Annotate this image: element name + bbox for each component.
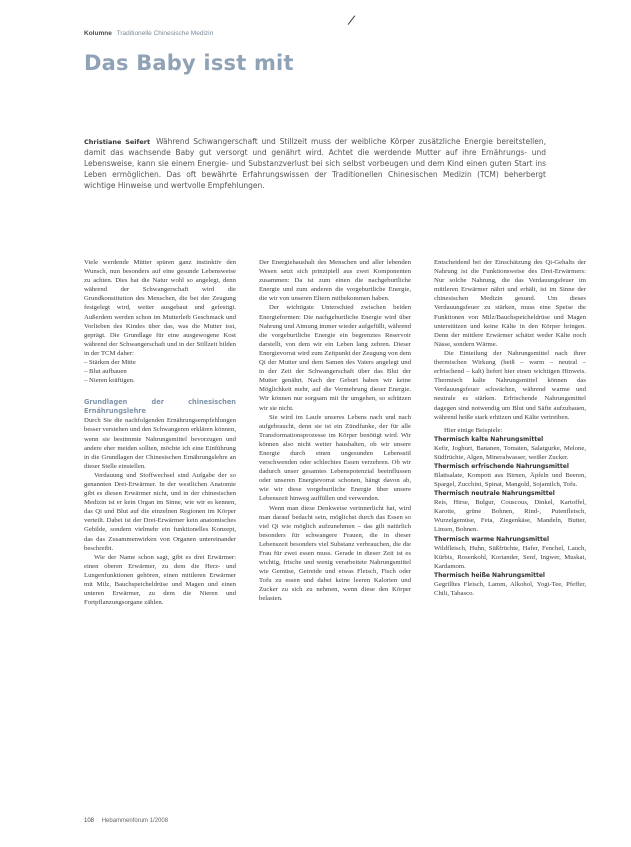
bullet-item: – Nieren kräftigen. [84,376,236,385]
category-items: Reis, Hirse, Bulgur, Couscous, Dinkel, Kartoffel, Karotte, grüne Bohnen, Rind-, Putenfleisch, Wurzelgemüse, Feta, Ziegenkäse, Mandeln, Butter, Linsen, Bohnen. [434,499,586,534]
bullet-list [84,358,236,385]
paragraph: Wie der Name schon sagt, gibt es drei Erwärmer: einen oberen Erwärmer, zu dem die Herz- und Lungenfunktionen gehören, einen mittleren Erwärmer mit Milz, Bauchspeicheldrüse und Magen und einen unteren Erwärmer, zu dem die Nieren und Fortpflanzungsorgane zählen. [84,553,236,607]
examples-intro: Hier einige Beispiele: [444,426,503,434]
paragraph: Durch Sie die nachfolgenden Ernährungsempfehlungen besser verstehen und den Schwangeren erklären können, wenn sie bestimmte Nahrungsmittel bevorzugen und andere eher meiden sollten, möchte ich eine Einführung in die Grundlagen der Chinesischen Ernährungslehre an dieser Stelle einstellen. [84,417,236,470]
column-2 [259,258,411,604]
bullet-item: – Stärken der Mitte [84,358,236,367]
category-heading: Thermisch neutrale Nahrungsmittel [434,490,555,498]
paragraph: Verdauung und Stoffwechsel sind Aufgabe der so genannten Drei-Erwärmer. In der westlichen Anatomie gibt es diesen Erwärmer nicht, und in der chinesischen Medizin ist er kein Organ im Sinne, wie wir es kennen, das Qi und Blut auf die einzelnen Regionen im Körper verteilt. Dabei ist der Drei-Erwärmer kein anatomisches Gebilde, sondern vielmehr ein funktionelles Konzept, das das Zusammenwirken von Organen untereinander beschreibt. [84,471,236,552]
column-1 [84,258,236,607]
column-3 [434,258,586,598]
paragraph: Entscheidend bei der Einschätzung des Qi-Gehalts der Nahrung ist die Funktionsweise des Drei-Erwärmers: Nur solche Nahrung, die das Verdauungsfeuer im mittleren Erwärmer nährt und erhält, ist im Sinne der chinesischen Medizin gesund. Um dieses Verdauungsfeuer zu stärken, muss eine Speise die Funktionen von Milz/Bauchspeicheldrüse und Magen unterstützen und keine Kälte in den Körper bringen. Denn der mittlere Erwärmer schätzt weder Kälte noch Nässe, sondern Wärme. [434,259,586,348]
paragraph: Die Einteilung der Nahrungsmittel nach ihrer thermischen Wirkung (heiß – warm – neutral – erfrischend – kalt) liefert hier einen wichtigen Hinweis. Thermisch kalte Nahrungsmittel können das Verdauungsfeuer schwächen, während warme und neutrale es stärken. Erfrischende Nahrungsmittel dagegen sind notwendig um Blut und Säfte aufzubauen, während heiße stark erhitzen und Kälte vertreiben. [434,349,586,421]
page-footer [84,818,168,824]
subheading: Grundlagen der chinesischen Ernährungslehre [84,398,236,416]
lead-paragraph [84,137,546,192]
category-heading: Thermisch heiße Nahrungsmittel [434,571,545,579]
category-items: Wildfleisch, Huhn, Süßfrüchte, Hafer, Fenchel, Lauch, Kürbis, Rosenkohl, Koriander, Senf, Ingwer, Muskat, Kardamom. [434,544,586,570]
topic-label: Traditionelle Chinesische Medizin [116,30,214,37]
category-items: Gegrilltes Fleisch, Lamm, Alkohol, Yogi-Tee, Pfeffer, Chili, Tabasco. [434,580,586,597]
bullet-item: – Blut aufbauen [84,367,236,376]
paragraph: Wenn man diese Denkweise verinnerlicht hat, wird man darauf bedacht sein, möglichst durch das Essen so viel Qi wie möglich aufzunehmen – das gilt natürlich besonders für schwangere Frauen, die in dieser Lebenszeit besonders viel Substanz verbrauchen, die die Frau für zwei essen muss. Gerade in dieser Zeit ist es wichtig, frische und wenig verarbeitete Nahrungsmittel wie Gemüse, Getreide und etwas Fleisch, Fisch oder Tofu zu essen und dabei keine leeren Kalorien und Zucker zu sich zu nehmen, wenn diese den Körper belasten. [259,504,411,603]
category-heading: Thermisch erfrischende Nahrungsmittel [434,462,569,470]
author-name: Christiane Seifert [84,138,151,146]
paragraph: Sie wird im Laufe unseres Lebens nach und nach aufgebraucht, denn sie ist ein Zündfunke, der für alle Transformationsprozesse im Körper benötigt wird. Wir können also nicht weiter haushalten, ob wir unsere Energie durch einen ungesunden Lebensstil verschwenden oder schlechtes Essen verzehren. Ob wir dadurch unser gesamtes Lebenspotenzial beeinflussen oder unseren Energievorrat schonen, hängt davon ab, wie wir diese vorgeburtliche Energie über unsere Lebenszeit hinweg auffüllen und verwenden. [259,413,411,503]
column-header [84,30,213,37]
page-number: 108 [84,818,95,824]
lead-text: Während Schwangerschaft und Stillzeit muss der weibliche Körper zusätzliche Energie bereitstellen, damit das wachsende Baby gut versorgt und genährt wird. Achtet die werdende Mutter auf ihre Ernährungs- und Lebensweise, kann sie einem Energie- und Substanzverlust bei sich selbst vorbeugen und dem Kind einen guten Start ins Leben ermöglichen. Das oft bewährte Erfahrungswissen der Traditionellen Chinesischen Medizin (TCM) beherbergt wichtige Hinweise und wertvolle Empfehlungen. [84,137,546,190]
category-items: Kefir, Joghurt, Bananen, Tomaten, Salatgurke, Melone, Südfrüchte, Algen, Mineralwasser, weißer Zucker. [434,444,586,461]
paragraph: Der wichtigste Unterschied zwischen beiden Energieformen: Die nachgeburtliche Energie wird über Nahrung und Atmung immer wieder aufgefüllt, während die vorgeburtliche Energie ein begrenztes Reservoir darstellt, von dem wir ein Leben lang zehren. Dieser Energievorrat wird zum Zeitpunkt der Zeugung von dem Qi der Mutter und dem Samen des Vaters angelegt und in der Zeit der Schwangerschaft über das Blut der Mutter genährt. Nach der Geburt haben wir keine Möglichkeit mehr, auf die Vermehrung dieser Energie. Wir können nur sorgsam mit ihr umgehen, so schützen wir sie nicht. [259,304,411,412]
paragraph: Viele werdende Mütter spüren ganz instinktiv den Wunsch, nun besonders auf eine gesunde Lebensweise zu achten. Dies hat die Natur wohl so angelegt, denn während der Schwangerschaft wird die Grundkonstitution des Menschen, die bei der Zeugung festgelegt wird, weiter ausgebaut und gefestigt. Außerdem werden schon im Mutterleib Geschmack und Vorlieben des Kindes über das, was die Mutter isst, geprägt. Die Grundlage für eine ausgewogene Kost während der Schwangerschaft und in der Stillzeit bilden in der TCM daher: [84,259,236,357]
paragraph: Der Energiehaushalt des Menschen und aller lebenden Wesen setzt sich prinzipiell aus zwei Komponenten zusammen: Da ist zum einen die nachgeburtliche Energie und zum anderen die vorgeburtliche Energie, die wir von unseren Eltern mitbekommen haben. [259,259,411,303]
slash-mark-icon: / [346,12,356,29]
category-heading: Thermisch kalte Nahrungsmittel [434,435,544,443]
category-heading: Thermisch warme Nahrungsmittel [434,535,550,543]
section-label: Kolumne [84,30,112,37]
page-title: Das Baby isst mit [84,51,294,75]
publication-name: Hebammenforum 1/2008 [101,818,169,824]
category-items: Blattsalate, Kompott aus Birnen, Äpfeln und Beeren, Spargel, Zucchini, Spinat, Mangold, Sojamilch, Tofu. [434,471,586,489]
